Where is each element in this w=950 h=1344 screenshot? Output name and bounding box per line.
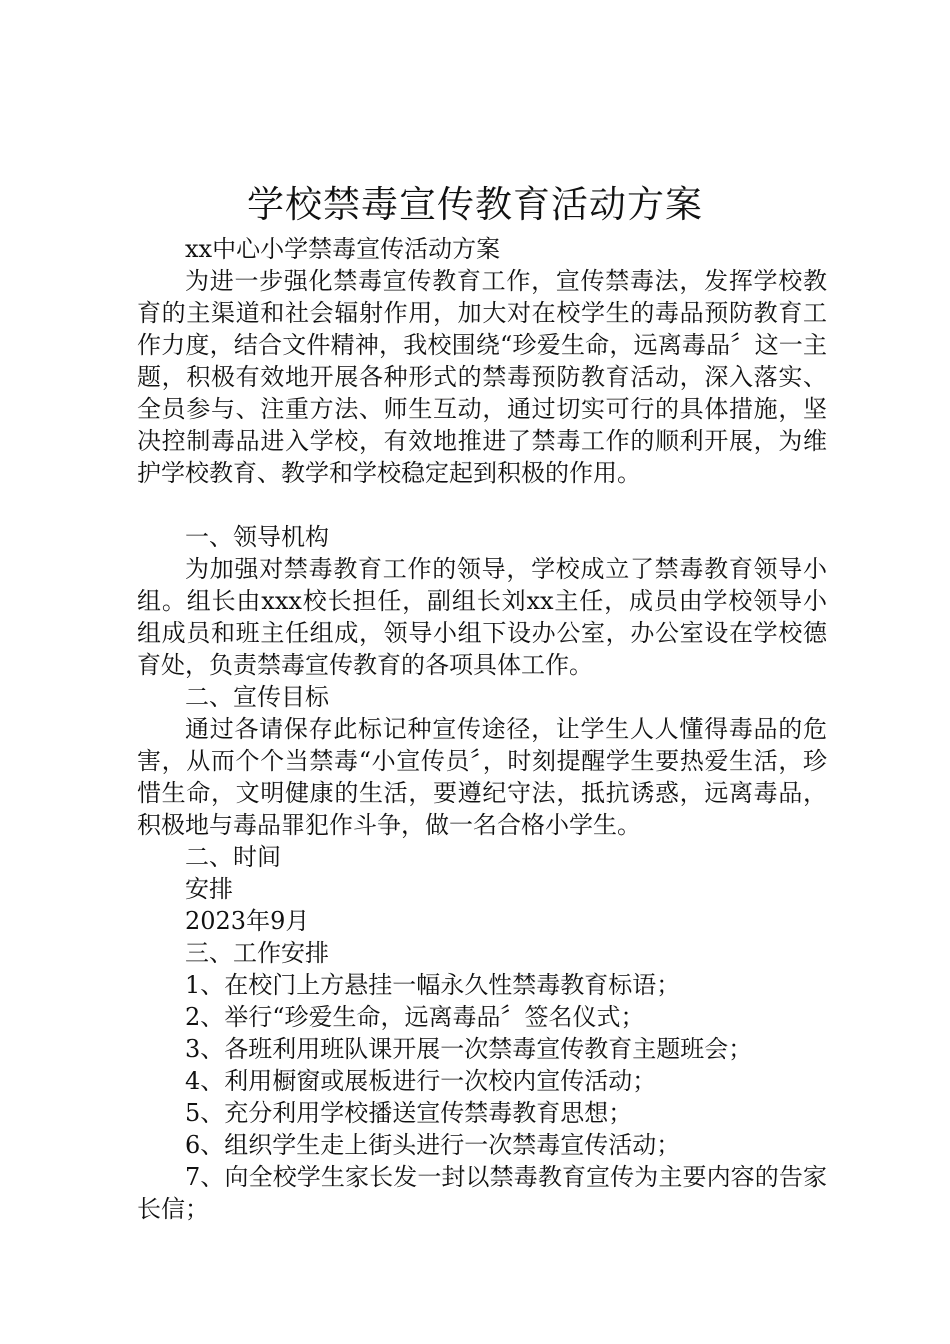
list-item: 4、利用橱窗或展板进行一次校内宣传活动；: [185, 1067, 657, 1095]
list-item: 6、组织学生走上街头进行一次禁毒宣传活动；: [185, 1131, 681, 1159]
goals-paragraph: 通过各请保存此标记种宣传途径，让学生人人懂得毒品的危害，从而个个当禁毒“小宣传员〞，时刻提醒学生要热爱生活，珍惜生命，文明健康的生活，要遵纪守法，抵抗诱惑，远离毒品，积极地与毒品罪犯作斗争，做一名合格小学生。: [137, 715, 827, 839]
list-item: 5、充分利用学校播送宣传禁毒教育思想；: [185, 1099, 633, 1127]
section-heading-leadership: 一、领导机构: [185, 523, 329, 551]
list-item: 7、向全校学生家长发一封以禁毒教育宣传为主要内容的告家长信；: [137, 1163, 827, 1223]
intro-paragraph: 为进一步强化禁毒宣传教育工作，宣传禁毒法，发挥学校教育的主渠道和社会辐射作用，加大对在校学生的毒品预防教育工作力度，结合文件精神，我校围绕“珍爱生命，远离毒品〞这一主题，积极有效地开展各种形式的禁毒预防教育活动，深入落实、全员参与、注重方法、师生互动，通过切实可行的具体措施，坚决控制毒品进入学校，有效地推进了禁毒工作的顺利开展，为维护学校教育、教学和学校稳定起到积极的作用。: [137, 267, 827, 487]
list-item: 3、各班利用班队课开展一次禁毒宣传教育主题班会；: [185, 1035, 753, 1063]
document-title: 学校禁毒宣传教育活动方案: [247, 183, 703, 226]
section-heading-work: 三、工作安排: [185, 939, 329, 967]
section-heading-goals: 二、宣传目标: [185, 683, 329, 711]
leadership-paragraph: 为加强对禁毒教育工作的领导，学校成立了禁毒教育领导小组。组长由xxx校长担任，副组长刘xx主任，成员由学校领导小组成员和班主任组成，领导小组下设办公室，办公室设在学校德育处，负责禁毒宣传教育的各项具体工作。: [137, 555, 827, 679]
list-item: 2、举行“珍爱生命，远离毒品〞签名仪式；: [185, 1003, 645, 1031]
time-line-date: 2023年9月: [185, 907, 310, 935]
section-heading-time: 二、时间: [185, 843, 281, 871]
time-line-arrangement: 安排: [185, 875, 233, 903]
blank-line: [137, 489, 827, 521]
subtitle: xx中心小学禁毒宣传活动方案: [185, 235, 501, 263]
list-item: 1、在校门上方悬挂一幅永久性禁毒教育标语；: [185, 971, 681, 999]
document-body: [137, 233, 827, 1225]
